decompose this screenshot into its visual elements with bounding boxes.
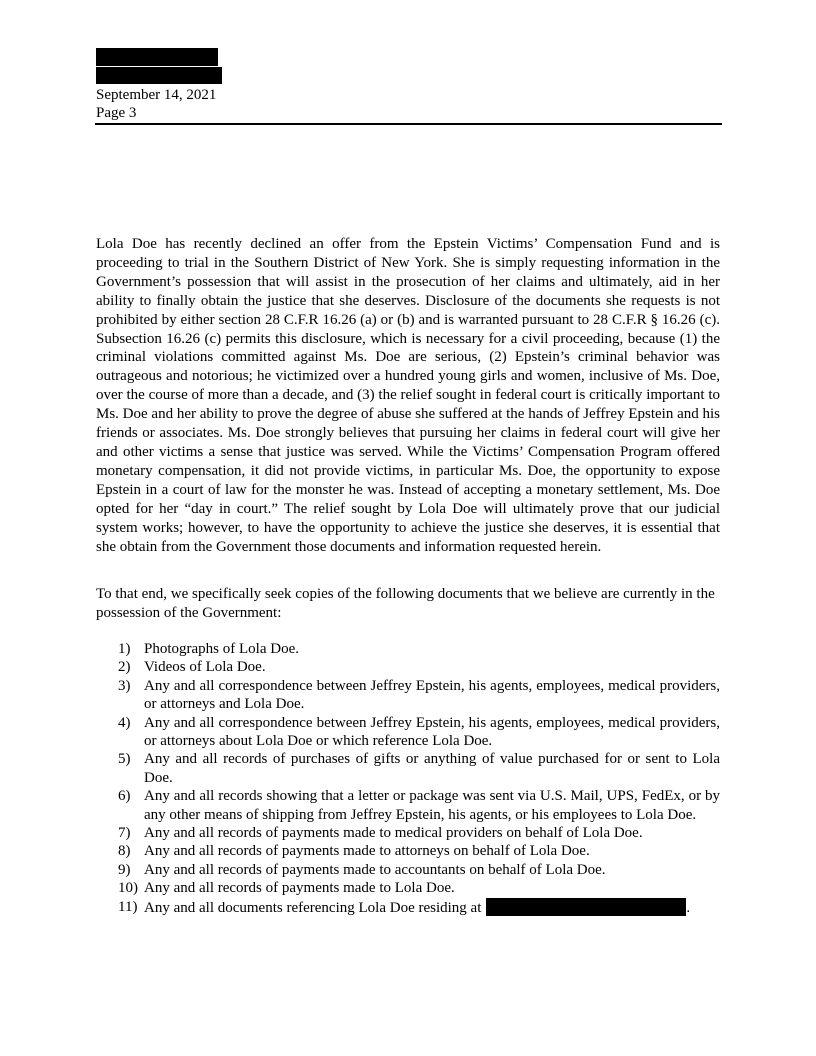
list-item: 7) Any and all records of payments made to medical providers on behalf of Lola Doe.	[118, 825, 643, 842]
document-request-list	[118, 640, 720, 917]
page-number: Page 3	[96, 105, 137, 121]
list-item: 6) Any and all records showing that a letter or package was sent via U.S. Mail, UPS, FedEx, or by any other means of shipping from Jeffrey Epstein, his agents, or his employees to Lola Doe.	[118, 788, 720, 823]
list-item: 9) Any and all records of payments made to accountants on behalf of Lola Doe.	[118, 861, 606, 878]
list-item: 5) Any and all records of purchases of gifts or anything of value purchased for or sent to Lola Doe.	[118, 751, 720, 786]
list-item: 1) Photographs of Lola Doe.	[118, 641, 299, 657]
list-item: 10) Any and all records of payments made to Lola Doe.	[118, 880, 455, 897]
list-item: 8) Any and all records of payments made to attorneys on behalf of Lola Doe.	[118, 843, 590, 860]
list-item: 11) Any and all documents referencing Lola Doe residing at .	[118, 898, 691, 916]
list-item: 4) Any and all correspondence between Jeffrey Epstein, his agents, employees, medical providers, or attorneys about Lola Doe or which reference Lola Doe.	[118, 714, 720, 750]
header-divider	[95, 123, 722, 125]
intro-paragraph: To that end, we specifically seek copies of the following documents that we believe are currently in the possession of the Government:	[96, 586, 715, 621]
redacted-addressee-line-1	[96, 48, 218, 66]
body-paragraph: Lola Doe has recently declined an offer from the Epstein Victims’ Compensation Fund and is proceeding to trial in the Southern District of New York. She is simply requesting information in the Government’s possession that will assist in the prosecution of her claims and ultimately, aid in her ability to finally obtain the justice that she deserves. Disclosure of the documents she requests is not prohibited by either section 28 C.F.R 16.26 (a) or (b) and is warranted pursuant to 28 C.F.R § 16.26 (c). Subsection 16.26 (c) permits this disclosure, which is necessary for a civil proceeding, because (1) the criminal violations committed against Ms. Doe are serious, (2) Epstein’s criminal behavior was outrageous and notorious; he victimized over a hundred young girls and women, inclusive of Ms. Doe, over the course of more than a decade, and (3) the relief sought in federal court is critically important to Ms. Doe and her ability to prove the degree of abuse she suffered at the hands of Jeffrey Epstein and his friends or associates. Ms. Doe strongly believes that pursuing her claims in federal court will give her and other victims a sense that justice was served. While the Victims’ Compensation Program offered monetary compensation, it did not provide victims, in particular Ms. Doe, the opportunity to expose Epstein in a court of law for the monster he was. Instead of accepting a monetary settlement, Ms. Doe opted for her “day in court.” The relief sought by Lola Doe will ultimately prove that our judicial system works; however, to have the opportunity to achieve the justice she deserves, it is essential that she obtain from the Government those documents and information requested herein.	[96, 236, 720, 555]
letter-date: September 14, 2021	[96, 87, 217, 103]
list-item: 2) Videos of Lola Doe.	[118, 659, 266, 676]
redacted-address	[486, 898, 686, 916]
redacted-addressee-line-2	[96, 67, 222, 84]
list-item: 3) Any and all correspondence between Jeffrey Epstein, his agents, employees, medical providers, or attorneys and Lola Doe.	[118, 677, 720, 713]
